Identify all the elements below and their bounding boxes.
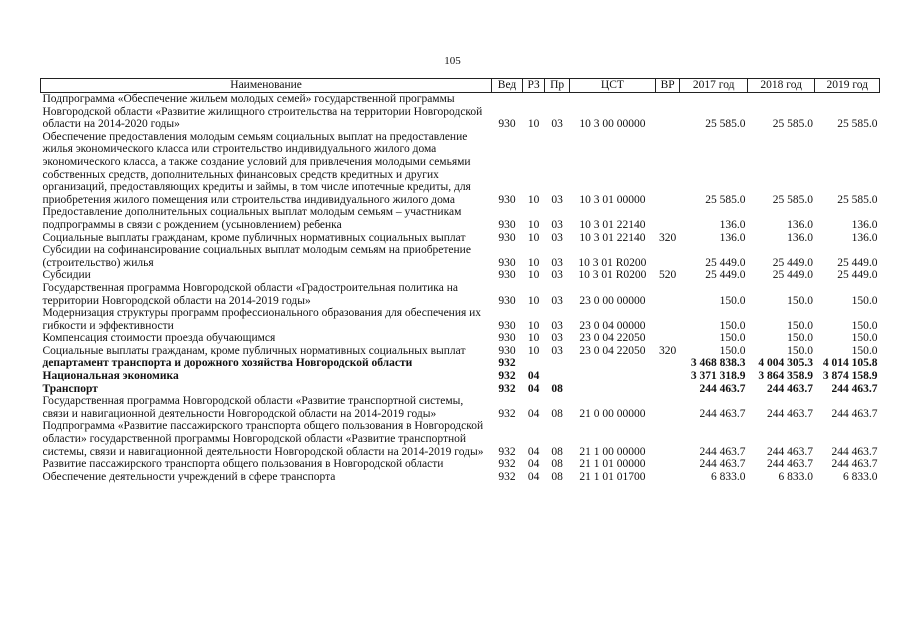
- row-amount-2017: 25 585.0: [705, 193, 746, 206]
- row-rz: 04: [527, 445, 540, 458]
- table-row: [41, 93, 880, 131]
- row-ved: 932: [498, 407, 516, 420]
- row-vr: [655, 282, 680, 307]
- row-amount-2018: 150.0: [787, 319, 813, 332]
- row-name: Субсидии на софинансирование социальных выплат молодым семьям на приобретение (строительство) жилья: [42, 244, 471, 269]
- row-name: Подпрограмма «Развитие пассажирского транспорта общего пользования в Новгородской области» государственной программы Новгородской области «Развитие транспортной системы, связи и навигационной деятельности Новгородской области на 2014-2019 годы»: [42, 420, 484, 458]
- row-ved: 930: [498, 218, 516, 231]
- table-row: [41, 307, 880, 332]
- row-cst: 21 1 01 01700: [579, 470, 646, 483]
- table-row: [41, 345, 880, 358]
- row-pr: 03: [551, 118, 563, 131]
- row-amount-2019: 244 463.7: [831, 445, 878, 458]
- table-header-row: [41, 79, 880, 93]
- table-row: [41, 232, 880, 245]
- row-vr: [655, 471, 680, 484]
- row-rz: 04: [527, 370, 540, 383]
- header-cst: ЦСТ: [569, 79, 655, 93]
- row-amount-2019: 25 449.0: [837, 256, 878, 269]
- row-amount-2018: 244 463.7: [766, 458, 813, 471]
- row-rz: 04: [527, 382, 540, 395]
- row-amount-2018: 136.0: [787, 231, 813, 244]
- row-cst: 23 0 04 22050: [579, 332, 646, 345]
- row-pr: [545, 357, 570, 370]
- table-row: [41, 244, 880, 269]
- row-vr: 520: [659, 269, 677, 282]
- row-amount-2019: 150.0: [851, 332, 878, 345]
- row-rz: 10: [527, 269, 540, 282]
- row-name: Социальные выплаты гражданам, кроме публичных нормативных социальных выплат: [42, 344, 466, 357]
- row-amount-2018: 244 463.7: [766, 382, 813, 395]
- row-amount-2017: 136.0: [719, 231, 746, 244]
- row-rz: 10: [527, 294, 540, 307]
- row-amount-2017: 3 371 318.9: [690, 370, 746, 383]
- row-pr: 08: [551, 470, 563, 483]
- row-name: Обеспечение деятельности учреждений в сфере транспорта: [42, 470, 336, 483]
- row-ved: 930: [498, 319, 516, 332]
- row-vr: 320: [659, 231, 677, 244]
- row-cst: 10 3 01 22140: [579, 218, 646, 231]
- header-vr: ВР: [655, 79, 680, 93]
- row-pr: 03: [551, 256, 563, 269]
- row-amount-2019: 25 585.0: [837, 193, 878, 206]
- row-amount-2019: 150.0: [851, 319, 878, 332]
- row-rz: 04: [527, 470, 540, 483]
- row-cst: 21 1 01 00000: [579, 458, 646, 471]
- row-cst: 10 3 01 R0200: [578, 256, 647, 269]
- row-vr: [655, 332, 680, 345]
- table-row: [41, 383, 880, 396]
- row-cst: 23 0 04 00000: [579, 319, 646, 332]
- row-pr: 03: [551, 231, 563, 244]
- row-cst: 21 1 00 00000: [579, 445, 646, 458]
- row-ved: 930: [498, 118, 516, 131]
- table-row: [41, 282, 880, 307]
- table-row: [41, 206, 880, 231]
- row-cst: 10 3 01 R0200: [578, 269, 647, 282]
- row-name: Обеспечение предоставления молодым семьям социальных выплат на предоставление жилья экономического класса или строительство индивидуального жилого дома экономического класса, а также создание условий для привлечения молодыми семьями собственных средств, дополнительных финансовых средств кредитных и других организаций, предоставляющих кредиты и займы, в том числе ипотечные кредиты, для приобретения жилого помещения или строительства индивидуального жилого дома: [42, 130, 471, 206]
- row-rz: [522, 357, 545, 370]
- row-name: Предоставление дополнительных социальных выплат молодым семьям – участникам подпрограммы в связи с рождением (усыновлением) ребенка: [42, 206, 462, 231]
- row-amount-2018: 3 864 358.9: [758, 370, 813, 383]
- row-amount-2017: 150.0: [719, 319, 746, 332]
- row-vr: [655, 307, 680, 332]
- table-row: [41, 471, 880, 484]
- row-vr: [655, 395, 680, 420]
- row-amount-2017: 244 463.7: [699, 382, 746, 395]
- table-row: [41, 269, 880, 282]
- row-amount-2017: 244 463.7: [699, 458, 746, 471]
- row-vr: [655, 383, 680, 396]
- row-pr: 03: [551, 193, 563, 206]
- row-ved: 930: [498, 193, 516, 206]
- row-name: Подпрограмма «Обеспечение жильем молодых семей» государственной программы Новгородской области «Развитие жилищного строительства на территории Новгородской области на 2014-2020 годы»: [42, 93, 483, 131]
- row-vr: [655, 206, 680, 231]
- row-cst: [569, 370, 655, 383]
- row-amount-2019: 244 463.7: [831, 382, 878, 395]
- row-amount-2019: 25 585.0: [837, 118, 878, 131]
- row-ved: 930: [498, 269, 516, 282]
- row-ved: 930: [498, 256, 516, 269]
- row-pr: 03: [551, 344, 563, 357]
- header-2017: 2017 год: [680, 79, 748, 93]
- row-amount-2019: 136.0: [851, 218, 878, 231]
- row-name: Субсидии: [42, 269, 91, 282]
- row-rz: 10: [527, 218, 540, 231]
- row-amount-2017: 150.0: [719, 332, 746, 345]
- row-amount-2019: 4 014 105.8: [822, 357, 878, 370]
- row-amount-2018: 150.0: [787, 344, 813, 357]
- row-amount-2018: 244 463.7: [766, 407, 813, 420]
- row-cst: 10 3 01 00000: [579, 193, 646, 206]
- row-amount-2019: 244 463.7: [831, 407, 878, 420]
- row-cst: 10 3 00 00000: [579, 118, 646, 131]
- row-pr: 03: [551, 319, 563, 332]
- row-amount-2017: 150.0: [719, 294, 746, 307]
- header-pr: Пр: [545, 79, 570, 93]
- header-name: Наименование: [41, 79, 492, 93]
- row-pr: 08: [551, 458, 563, 471]
- row-amount-2019: 150.0: [851, 294, 878, 307]
- row-pr: 03: [551, 332, 563, 345]
- row-rz: 04: [527, 458, 540, 471]
- header-rz: РЗ: [522, 79, 545, 93]
- header-2019: 2019 год: [815, 79, 880, 93]
- row-amount-2017: 244 463.7: [699, 445, 746, 458]
- row-amount-2019: 6 833.0: [843, 470, 878, 483]
- row-name: департамент транспорта и дорожного хозяйства Новгородской области: [42, 357, 413, 370]
- table-row: [41, 131, 880, 207]
- row-cst: 23 0 00 00000: [579, 294, 646, 307]
- row-amount-2017: 25 585.0: [705, 118, 746, 131]
- table-row: [41, 395, 880, 420]
- row-amount-2017: 150.0: [719, 344, 746, 357]
- row-ved: 932: [498, 470, 516, 483]
- row-amount-2018: 25 585.0: [772, 118, 813, 131]
- row-vr: [655, 420, 680, 458]
- row-name: Модернизация структуры программ профессионального образования для обеспечения их гибкости и эффективности: [42, 307, 482, 332]
- row-amount-2019: 25 449.0: [837, 269, 878, 282]
- row-rz: 04: [527, 407, 540, 420]
- row-amount-2018: 25 449.0: [772, 256, 813, 269]
- row-ved: 932: [498, 458, 516, 471]
- row-ved: 930: [498, 332, 516, 345]
- row-rz: 10: [527, 319, 540, 332]
- row-name: Государственная программа Новгородской области «Развитие транспортной системы, связи и навигационной деятельности Новгородской области на 2014-2019 годы»: [42, 395, 464, 420]
- row-rz: 10: [527, 193, 540, 206]
- row-amount-2017: 25 449.0: [705, 256, 746, 269]
- row-amount-2018: 136.0: [787, 218, 813, 231]
- row-vr: [655, 370, 680, 383]
- row-pr: 03: [551, 269, 563, 282]
- row-pr: 03: [551, 294, 563, 307]
- row-name: Компенсация стоимости проезда обучающимся: [42, 332, 276, 345]
- row-cst: [569, 357, 655, 370]
- row-rz: 10: [527, 231, 540, 244]
- row-rz: 10: [527, 344, 540, 357]
- row-pr: 08: [551, 382, 563, 395]
- row-cst: 21 0 00 00000: [579, 407, 646, 420]
- row-amount-2018: 6 833.0: [778, 470, 813, 483]
- row-cst: 23 0 04 22050: [579, 344, 646, 357]
- row-amount-2018: 244 463.7: [766, 445, 813, 458]
- row-vr: 320: [659, 344, 677, 357]
- table-row: [41, 370, 880, 383]
- row-vr: [655, 93, 680, 131]
- table-body: [41, 93, 880, 484]
- row-rz: 10: [527, 118, 540, 131]
- row-amount-2018: 25 585.0: [772, 193, 813, 206]
- budget-table: [40, 78, 880, 483]
- row-rz: 10: [527, 332, 540, 345]
- row-pr: 03: [551, 218, 563, 231]
- table-row: [41, 332, 880, 345]
- row-ved: 932: [498, 357, 516, 370]
- row-pr: [545, 370, 570, 383]
- row-vr: [655, 357, 680, 370]
- row-vr: [655, 244, 680, 269]
- row-amount-2018: 150.0: [787, 332, 813, 345]
- row-ved: 932: [498, 382, 516, 395]
- header-ved: Вед: [492, 79, 523, 93]
- row-amount-2019: 3 874 158.9: [822, 370, 878, 383]
- row-name: Транспорт: [42, 382, 98, 395]
- row-cst: [569, 383, 655, 396]
- row-amount-2017: 136.0: [719, 218, 746, 231]
- row-name: Развитие пассажирского транспорта общего пользования в Новгородской области: [42, 458, 444, 471]
- row-amount-2017: 25 449.0: [705, 269, 746, 282]
- row-ved: 930: [498, 344, 516, 357]
- row-pr: 08: [551, 407, 563, 420]
- header-2018: 2018 год: [747, 79, 815, 93]
- page-number: 105: [444, 55, 461, 67]
- row-amount-2018: 4 004 305.3: [758, 357, 813, 370]
- table-row: [41, 357, 880, 370]
- row-amount-2017: 244 463.7: [699, 407, 746, 420]
- row-amount-2018: 150.0: [787, 294, 813, 307]
- row-vr: [655, 131, 680, 207]
- row-name: Национальная экономика: [42, 370, 179, 383]
- row-cst: 10 3 01 22140: [579, 231, 646, 244]
- row-amount-2017: 6 833.0: [710, 470, 746, 483]
- row-amount-2019: 150.0: [851, 344, 878, 357]
- row-rz: 10: [527, 256, 540, 269]
- row-ved: 932: [498, 445, 516, 458]
- row-amount-2019: 244 463.7: [831, 458, 878, 471]
- row-amount-2018: 25 449.0: [772, 269, 813, 282]
- row-amount-2019: 136.0: [851, 231, 878, 244]
- table-row: [41, 458, 880, 471]
- row-ved: 930: [498, 231, 516, 244]
- row-vr: [655, 458, 680, 471]
- row-amount-2017: 3 468 838.3: [690, 357, 746, 370]
- row-name: Социальные выплаты гражданам, кроме публичных нормативных социальных выплат: [42, 231, 466, 244]
- row-pr: 08: [551, 445, 563, 458]
- row-name: Государственная программа Новгородской области «Градостроительная политика на территории Новгородской области на 2014-2019 годы»: [42, 281, 458, 307]
- row-ved: 930: [498, 294, 516, 307]
- row-ved: 932: [498, 370, 516, 383]
- table-row: [41, 420, 880, 458]
